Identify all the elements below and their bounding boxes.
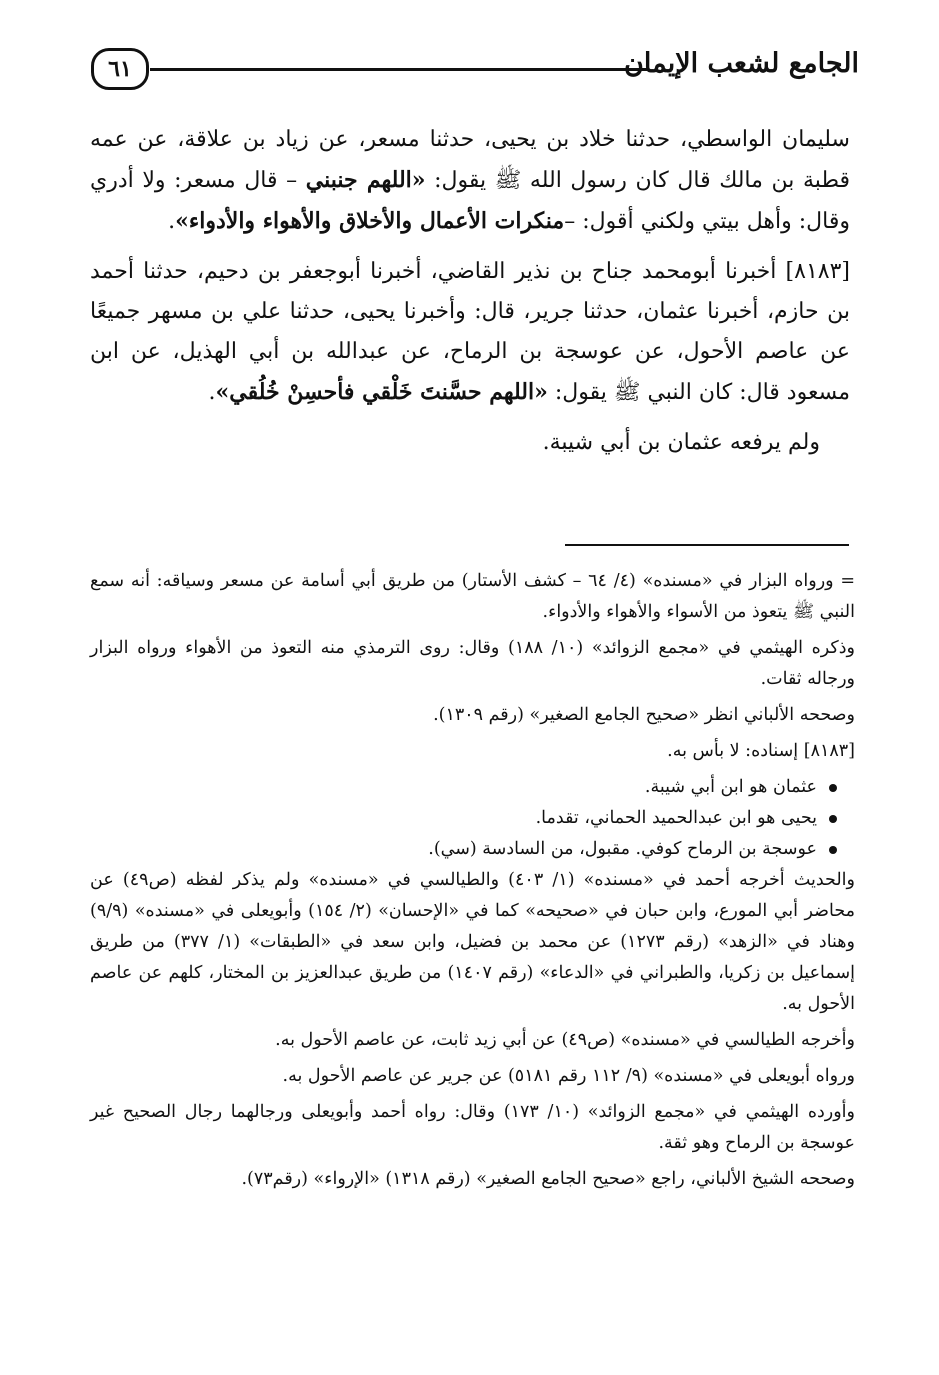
hadith-text: منكرات الأعمال والأخلاق والأهواء والأدواء» [175,208,565,234]
paragraph-note: ولم يرفعه عثمان بن أبي شيبة. [542,430,820,455]
footnote-paragraph: وصححه الشيخ الألباني، راجع «صحيح الجامع الصغير» (رقم ١٣١٨) «الإرواء» (رقم٧٣). [241,1169,855,1189]
page-number-badge [91,48,149,90]
footnote-paragraph: وأخرجه الطيالسي في «مسنده» (ص٤٩) عن أبي زيد ثابت، عن عاصم الأحول به. [275,1030,855,1050]
footnote-paragraph: وذكره الهيثمي في «مجمع الزوائد» (١٠/ ١٨٨) وقال: روى الترمذي منه التعوذ من الأهواء ورواه البزار ورجاله ثقات. [90,638,855,689]
text-run: [٨١٨٣] أخبرنا أبومحمد جناح بن نذير القاضي، أخبرنا أبوجعفر بن دحيم، حدثنا أحمد بن حازم، أخبرنا عثمان، حدثنا جرير، قال: وأخبرنا يحيى، حدثنا علي بن مسهر جميعًا عن عاصم الأحول، عن عوسجة بن الرماح، عن عبدالله بن أبي الهذيل، عن ابن مسعود قال: كان النبي ﷺ يقول: [90,259,850,405]
list-item: يحيى هو ابن عبدالحميد الحماني، تقدما. [90,803,839,834]
narrator-list [90,772,855,865]
header-rule [150,68,649,71]
paragraph-hadith-8183 [90,252,850,413]
list-item: عوسجة بن الرماح كوفي. مقبول، من السادسة (سي). [90,834,839,865]
footnote-paragraph: والحديث أخرجه أحمد في «مسنده» (١/ ٤٠٣) والطيالسي في «مسنده» ولم يذكر لفظه (ص٤٩) عن محاضر أبي المورع، وابن حبان في «صحيحه» كما في «الإحسان» (٢/ ١٥٤) وأبويعلى في «مسنده» (٩/٩) وهناد في «الزهد» (رقم ١٢٧٣) عن محمد بن فضيل، وابن سعد في «الطبقات» (١/ ٣٧٧) من طريق إسماعيل بن زكريا، والطبراني في «الدعاء» (رقم ١٤٠٧) من طريق عبدالعزيز بن المختار، كلهم عن عاصم الأحول به. [90,870,856,1014]
footnote-heading: [٨١٨٣] إسناده: لا بأس به. [667,741,855,761]
page-header [0,44,939,104]
list-item: عثمان هو ابن أبي شيبة. [90,772,839,803]
paragraph-hadith-8182-end [90,120,850,242]
text-run: . [168,209,176,234]
text-run: . [208,380,216,405]
text-run: – قال مسعر: ولا أدري وقال: وأهل بيتي ولكني أقول: – [90,168,850,234]
footnotes [90,566,855,1200]
footnote-paragraph: = ورواه البزار في «مسنده» (٤/ ٦٤ – كشف الأستار) من طريق أبي أسامة عن مسعر وسياقه: أنه سمع النبي ﷺ يتعوذ من الأسواء والأهواء والأدواء. [90,571,856,622]
hadith-text: «اللهم حسَّنتَ خَلْقي فأحسِنْ خُلُقي» [215,379,548,405]
hadith-text: «اللهم جنبني [305,167,426,193]
footnote-paragraph: وأورده الهيثمي في «مجمع الزوائد» (١٠/ ١٧٣) وقال: رواه أحمد وأبويعلى ورجالهما رجال الصحيح غير عوسجة بن الرماح وهو ثقة. [90,1102,855,1153]
main-text [90,120,850,473]
page-number: ٦١ [108,56,132,82]
running-title: الجامع لشعب الإيمان [624,48,859,79]
footnote-paragraph: وصححه الألباني انظر «صحيح الجامع الصغير» (رقم ١٣٠٩). [433,705,855,725]
text-run: سليمان الواسطي، حدثنا خلاد بن يحيى، حدثنا مسعر، عن زياد بن علاقة، عن عمه قطبة بن مالك قال كان رسول الله ﷺ يقول: [90,127,851,193]
footnote-paragraph: ورواه أبويعلى في «مسنده» (٩/ ١١٢ رقم ٥١٨١) عن جرير عن عاصم الأحول به. [282,1066,855,1086]
footnote-separator [565,544,849,546]
